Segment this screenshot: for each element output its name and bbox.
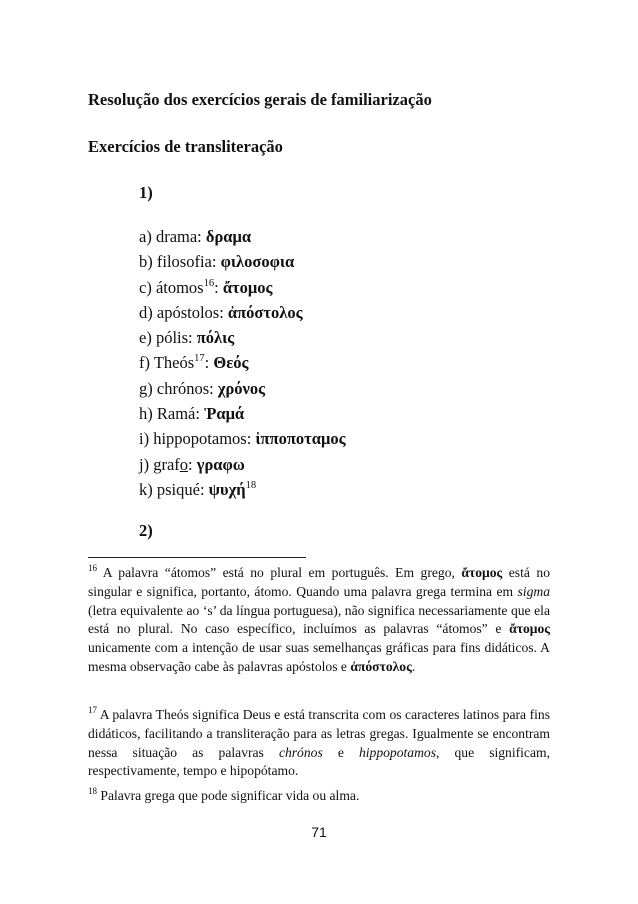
footnote-ref: 17 xyxy=(194,353,205,365)
list-item: g) chrónos: χρόνος xyxy=(139,378,266,398)
list-item: c) átomos$^{16}$: ἄτομος xyxy=(139,277,273,297)
list-item: f) Theós$^{17}$: Θεός xyxy=(139,353,249,373)
footnote-18: $^{18}$ Palavra grega que pode significar vida ou alma. xyxy=(88,786,360,803)
footnote-ref: 16 xyxy=(203,277,215,289)
list-item: e) pólis: πόλις xyxy=(139,328,235,348)
list-item: i) hippopotamos: ἱπποποταμος xyxy=(139,429,346,449)
footnote-ref: 18 xyxy=(245,479,257,491)
list-item: k) psiqué: ψυχή$^{18}$ xyxy=(139,479,257,499)
list-item: b) filosofia: φιλοσοφια xyxy=(139,252,295,272)
list-item: h) Ramá: Ῥαμά xyxy=(139,404,245,424)
transliteration-list xyxy=(139,224,346,502)
exercise-number-2: 2) xyxy=(139,521,153,540)
list-item: d) apóstolos: ἀπόστολος xyxy=(139,302,303,322)
footnote-16: $^{16}$ A palavra “átomos” está no plural em português. Em grego, ἄτομος está no singular e significa, portanto, átomo. Quando uma palavra grega termina em sigma (letra equivalente ao ‘s’ da língua portuguesa), não significa necessariamente que ela está no plural. No caso específico, incluímos as palavras “átomos” e ἄτομος unicamente com a intenção de usar suas semelhanças gráficas para fins didáticos. A mesma observação cabe às palavras apóstolos e ἀπόστολος. xyxy=(88,563,551,674)
exercise-number-1: 1) xyxy=(139,183,153,202)
list-item: j) grafo: γραφω xyxy=(139,454,245,474)
page-number: 71 xyxy=(311,824,327,840)
footnote-17: $^{17}$ A palavra Theós significa Deus e está transcrita com os caracteres latinos para fins didáticos, facilitando a transliteração para as letras gregas. Igualmente se encontram nessa situação as palavras chrónos e hippopotamos, que significam, respectivamente, tempo e hipopótamo. xyxy=(88,705,550,779)
section-heading: Exercícios de transliteração xyxy=(88,137,283,156)
list-item: a) drama: δραμα xyxy=(139,227,252,246)
page-title: Resolução dos exercícios gerais de familiarização xyxy=(88,90,432,109)
footnote-divider xyxy=(88,557,306,558)
